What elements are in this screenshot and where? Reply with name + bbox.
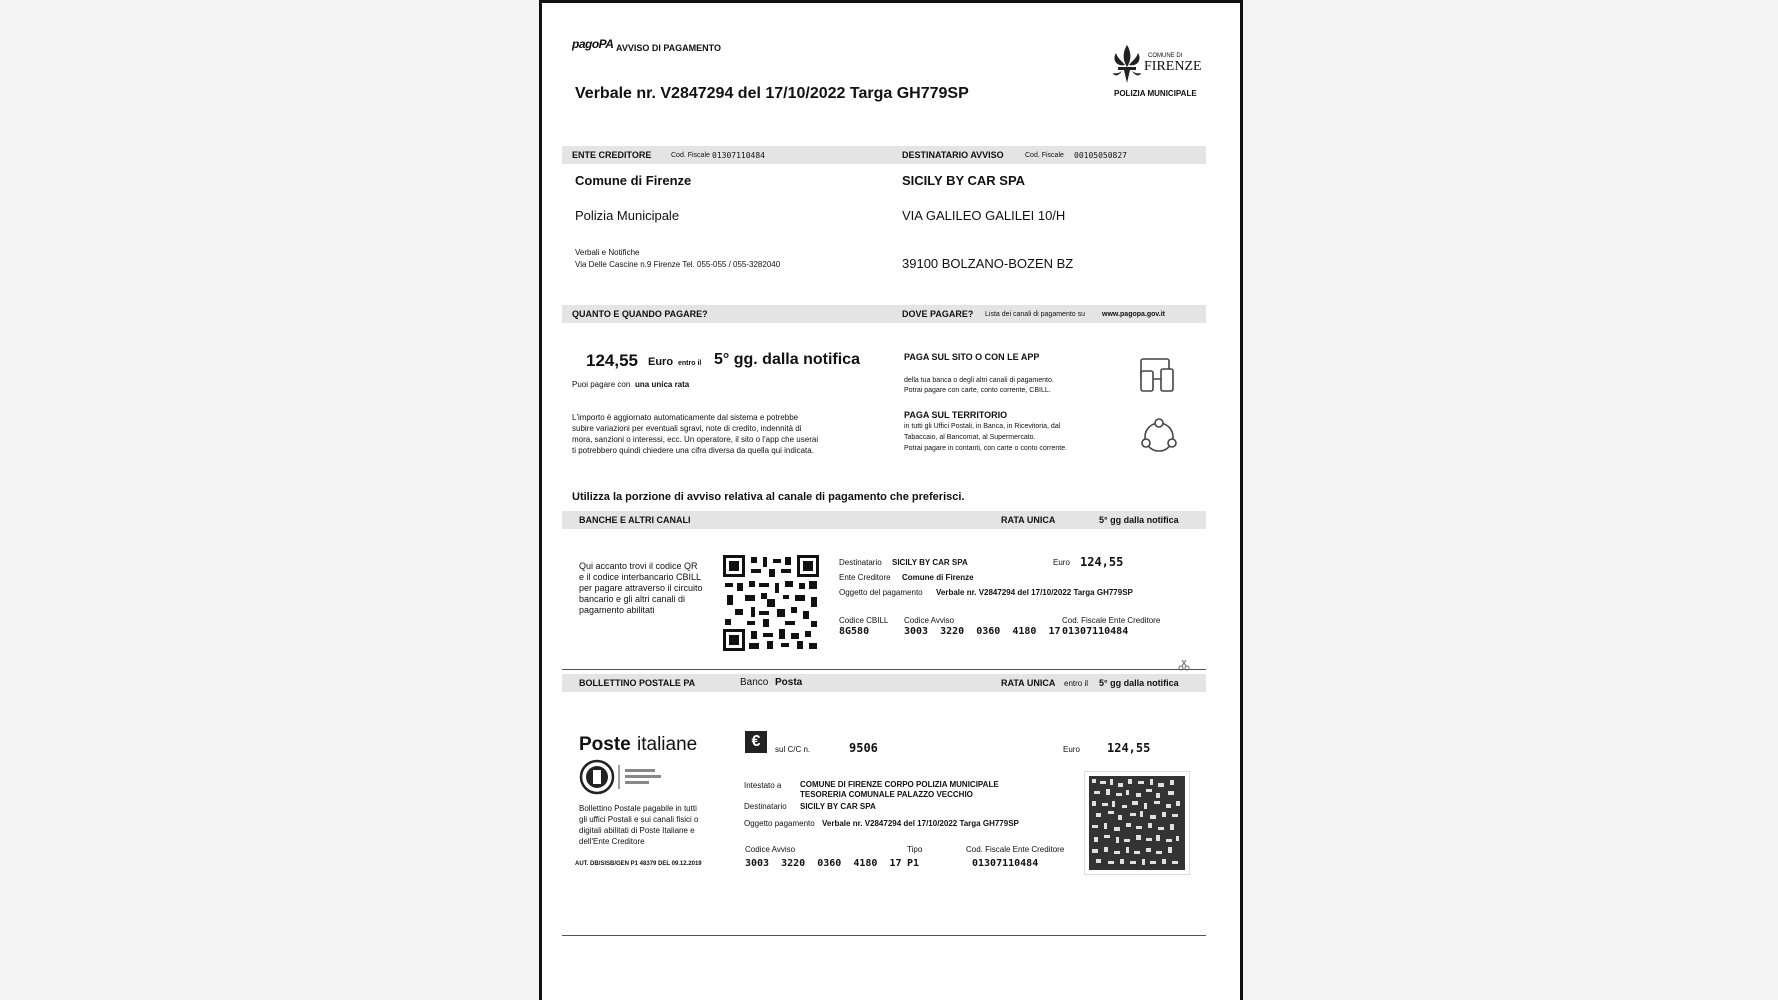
banche-cf-label: Cod. Fiscale Ente Creditore (1062, 616, 1161, 625)
bottom-line (562, 935, 1206, 936)
terr-line-1: in tutti gli Uffici Postali, in Banca, in Ricevitoria, dal (904, 423, 1061, 430)
quanto-label: QUANTO E QUANDO PAGARE? (572, 309, 708, 319)
banche-deadline: 5° gg dalla notifica (1099, 515, 1179, 525)
cbill-label: Codice CBILL (839, 616, 889, 625)
dove-list-prefix: Lista dei canali di pagamento su (985, 311, 1086, 318)
poste-bold: Poste (579, 734, 631, 755)
bollettino-euro-label: Euro (1063, 745, 1080, 754)
ente-office-line2: Via Delle Cascine n.9 Firenze Tel. 055-055 / 055-3282040 (575, 260, 781, 269)
banche-desc-1: Qui accanto trovi il codice QR (579, 561, 698, 571)
bollettino-rata: RATA UNICA (1001, 678, 1056, 688)
bancoposta-logo-icon (579, 759, 679, 795)
banche-ente-value: Comune di Firenze (902, 573, 974, 582)
banco-text: Banco (740, 677, 769, 688)
dove-label: DOVE PAGARE? (902, 309, 974, 319)
destinatario-name: SICILY BY CAR SPA (902, 173, 1026, 188)
banche-desc-3: per pagare attraverso il circuito (579, 583, 703, 593)
page-title: Verbale nr. V2847294 del 17/10/2022 Targa GH779SP (575, 85, 969, 102)
euro-icon: € (745, 731, 767, 753)
web-line-1: della tua banca o degli altri canali di pagamento. (904, 377, 1054, 384)
datamatrix-code (1084, 771, 1190, 875)
destinatario-cf: 00105050827 (1074, 151, 1127, 160)
poste-desc-3: digitali abilitati di Poste Italiane e (579, 826, 695, 835)
ente-dept: Polizia Municipale (575, 208, 680, 223)
poste-desc-4: dell'Ente Creditore (579, 837, 645, 846)
banche-oggetto-label: Oggetto del pagamento (839, 588, 923, 597)
banche-desc-5: pagamento abilitati (579, 605, 655, 615)
destinatario-cf-label: Cod. Fiscale (1025, 152, 1064, 159)
bollettino-oggetto-value: Verbale nr. V2847294 del 17/10/2022 Targa GH779SP (822, 819, 1019, 828)
banche-rata: RATA UNICA (1001, 515, 1056, 525)
amount-currency: Euro (648, 356, 674, 368)
banche-label: BANCHE E ALTRI CANALI (579, 515, 691, 525)
destinatario-label: DESTINATARIO AVVISO (902, 150, 1004, 160)
amount-within: entro il (678, 360, 702, 367)
bollettino-label: BOLLETTINO POSTALE PA (579, 678, 696, 688)
amount: 124,55 (586, 351, 638, 370)
banche-oggetto-value: Verbale nr. V2847294 del 17/10/2022 Targa GH779SP (936, 588, 1133, 597)
qr-code (723, 555, 819, 651)
dove-list-site: www.pagopa.gov.it (1102, 311, 1165, 318)
utilizza-text: Utilizza la porzione di avviso relativa al canale di pagamento che preferisci. (572, 491, 965, 503)
web-title: PAGA SUL SITO O CON LE APP (904, 352, 1040, 362)
bollettino-avviso-label: Codice Avviso (745, 845, 796, 854)
aut-text: AUT. DB/SISB/GEN P1 48379 DEL 09.12.2019 (575, 861, 702, 867)
brand-sub: POLIZIA MUNICIPALE (1114, 89, 1197, 98)
poste-desc-2: gli uffici Postali e sui canali fisici o (579, 815, 699, 824)
bollettino-cf-value: 01307110484 (972, 858, 1039, 869)
bollettino-avviso-value: 3003 3220 0360 4180 17 (745, 858, 902, 869)
intestato-label: Intestato a (744, 781, 782, 790)
cc-value: 9506 (849, 741, 878, 755)
note-line-4: ti potrebbero quindi chiedere una cifra diversa da quella qui indicata. (572, 446, 814, 455)
cbill-value: 8G580 (839, 626, 870, 637)
ente-cf-label: Cod. Fiscale (671, 152, 710, 159)
bollettino-within: entro il (1064, 679, 1089, 688)
pagopa-logo: pagoPA (572, 37, 614, 51)
brand-firenze: FIRENZE (1144, 59, 1202, 74)
bollettino-dest-label: Destinatario (744, 802, 787, 811)
banche-avviso-value: 3003 3220 0360 4180 17 (904, 626, 1061, 637)
rate-prefix: Puoi pagare con (572, 380, 631, 389)
avviso-label: AVVISO DI PAGAMENTO (616, 43, 722, 53)
devices-icon (1139, 357, 1177, 393)
intestato-line1: COMUNE DI FIRENZE CORPO POLIZIA MUNICIPALE (800, 780, 999, 789)
cut-line (562, 669, 1206, 670)
note-line-1: L'importo è aggiornato automaticamente dal sistema e potrebbe (572, 413, 799, 422)
web-line-2: Potrai pagare con carte, conto corrente, CBILL. (904, 387, 1051, 394)
ente-name: Comune di Firenze (575, 173, 692, 188)
cc-label: sul C/C n. (775, 745, 811, 754)
banche-euro-label: Euro (1053, 558, 1070, 567)
terr-line-2: Tabaccaio, al Bancomat, al Supermercato. (904, 434, 1036, 441)
tipo-label: Tipo (907, 845, 923, 854)
banche-dest-label: Destinatario (839, 558, 882, 567)
amount-deadline: 5° gg. dalla notifica (714, 351, 860, 368)
destinatario-address: VIA GALILEO GALILEI 10/H (902, 208, 1066, 223)
note-line-3: mora, sanzioni o interessi, ecc. Un operatore, il sito o l'app che userai (572, 435, 819, 444)
bollettino-dest-value: SICILY BY CAR SPA (800, 802, 876, 811)
destinatario-city: 39100 BOLZANO-BOZEN BZ (902, 256, 1074, 271)
ente-label: ENTE CREDITORE (572, 150, 652, 160)
tipo-value: P1 (907, 858, 920, 869)
brand-small: COMUNE DI (1148, 53, 1183, 59)
note-line-2: subire variazioni per eventuali sgravi, note di credito, indennità di (572, 424, 802, 433)
bollettino-deadline: 5° gg dalla notifica (1099, 678, 1179, 688)
poste-light: italiane (637, 734, 698, 755)
ente-cf: 01307110484 (712, 151, 765, 160)
banche-desc-2: e il codice interbancario CBILL (579, 572, 702, 582)
intestato-line2: TESORERIA COMUNALE PALAZZO VECCHIO (800, 790, 973, 799)
banche-cf-value: 01307110484 (1062, 626, 1129, 637)
banche-avviso-label: Codice Avviso (904, 616, 955, 625)
banche-dest-value: SICILY BY CAR SPA (892, 558, 968, 567)
bollettino-euro-value: 124,55 (1107, 741, 1151, 755)
banche-ente-label: Ente Creditore (839, 573, 891, 582)
posta-text: Posta (775, 677, 803, 688)
bollettino-oggetto-label: Oggetto pagamento (744, 819, 815, 828)
map-pins-icon (1139, 417, 1179, 455)
banche-desc-4: bancario e gli altri canali di (579, 594, 686, 604)
banche-euro-value: 124,55 (1080, 555, 1124, 569)
fleur-de-lis-icon (1110, 43, 1144, 85)
terr-title: PAGA SUL TERRITORIO (904, 410, 1008, 420)
terr-line-3: Potrai pagare in contanti, con carte o conto corrente. (904, 445, 1068, 452)
poste-desc-1: Bollettino Postale pagabile in tutti (579, 804, 697, 813)
bollettino-cf-label: Cod. Fiscale Ente Creditore (966, 845, 1065, 854)
ente-office-line1: Verbali e Notifiche (575, 248, 640, 257)
payment-notice-page (539, 0, 1243, 1000)
rate-bold: una unica rata (635, 380, 690, 389)
